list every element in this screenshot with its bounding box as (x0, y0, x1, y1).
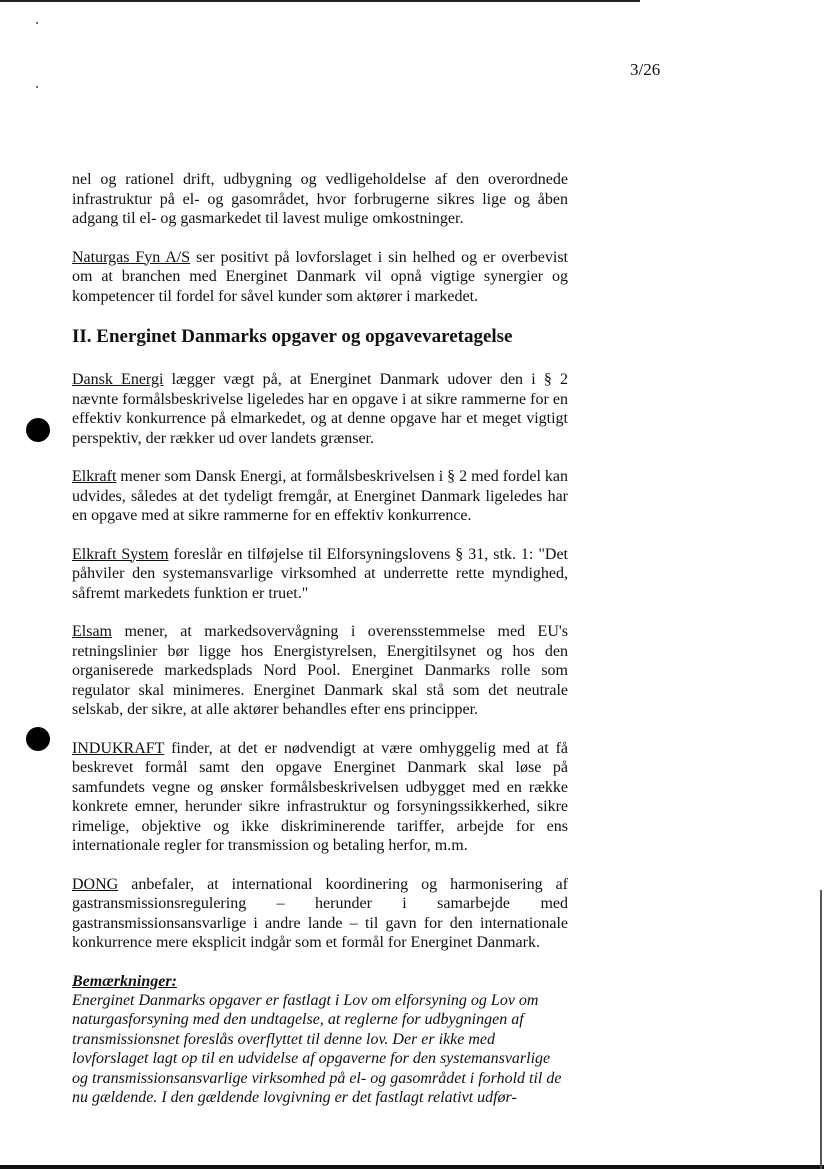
organization-name: Dansk Energi (72, 371, 164, 388)
scan-speck (36, 86, 38, 88)
scan-edge-top (0, 0, 640, 2)
remarks-text: Energinet Danmarks opgaver er fastlagt i Lov om elforsyning og Lov om naturgasforsyning med den undtagelse, at reglerne for udbygningen af transmissionsnet foreslås overflyttet til denne lov. Der er ikke med lovforslaget lagt op til en udvidelse af opgaverne for den systemansvarlige og transmissionsansvarlige virksomhed på el- og gasområdet i forhold til de nu gældende. I den gældende lovgivning er det fastlagt relativt udfør- (72, 991, 562, 1106)
remarks-title: Bemærkninger: (72, 972, 177, 990)
paragraph (72, 248, 568, 307)
paragraph (72, 545, 568, 604)
organization-name: DONG (72, 875, 119, 893)
page-number: 3/26 (630, 60, 661, 79)
punch-hole-icon (26, 418, 50, 442)
paragraph-text: foreslår en tilføjelse til Elforsyningslovens § 31, stk. 1: "Det påhviler den systemansvarlige virksomhed at underrette rette myndighed, såfremt markedets funktion er truet." (72, 545, 568, 602)
document-body (72, 170, 568, 1108)
paragraph-text: lægger vægt på, at Energinet Danmark udover den i § 2 nævnte formålsbeskrivelse ligeledes har en opgave i at sikre rammerne for en effektiv konkurrence på elmarkedet, og at denne opgave har et meget vigtigt perspektiv, der rækker ud over landets grænser. (72, 371, 568, 447)
scan-edge-right (820, 890, 822, 1169)
organization-name: Elkraft System (72, 545, 169, 563)
organization-name: Elkraft (72, 468, 117, 485)
organization-name: INDUKRAFT (72, 739, 165, 757)
paragraph-text: finder, at det er nødvendigt at være omhyggelig med at få beskrevet formål samt den opgave Energinet Danmark skal løse på samfundets vegne og ønsker formålsbeskrivelsen udbygget med en række konkrete emner, herunder sikre infrastruktur og forsyningssikkerhed, sikre rimelige, objektive og ikke diskriminerende tariffer, arbejde for ens internationale regler for transmission og betaling herfor, m.m. (72, 739, 568, 854)
scan-edge-bottom (0, 1165, 824, 1169)
paragraph-text: mener, at markedsovervågning i overensstemmelse med EU's retningslinier bør ligge hos Energistyrelsen, Energitilsynet og hos den organiserede markedsplads Nord Pool. Energinet Danmarks rolle som regulator skal minimeres. Energinet Danmark skal stå som det neutrale selskab, der sikre, at alle aktører behandles efter ens principper. (72, 623, 568, 718)
paragraph-text: ser positivt på lovforslaget i sin helhed og er overbevist om at branchen med Energinet Danmark vil opnå vigtige synergier og kompetencer til fordel for såvel kunder som aktører i markedet. (72, 248, 569, 305)
scan-speck (36, 22, 38, 24)
paragraph-text: nel og rationel drift, udbygning og vedligeholdelse af den overordnede infrastruktur på el- og gasområdet, hvor forbrugerne sikres lige og åben adgang til el- og gasmarkedet til lavest mulige omkostninger. (72, 171, 568, 227)
paragraph (72, 875, 568, 953)
paragraph (72, 170, 568, 229)
paragraph-text: anbefaler, at international koordinering og harmonisering af gastransmissionsregulering – herunder i samarbejde med gastransmissionsansvarlige i andre lande – til gavn for den internationale konkurrence mere eksplicit indgår som et formål for Energinet Danmark. (72, 875, 568, 951)
paragraph (72, 370, 568, 448)
organization-name: Naturgas Fyn A/S (72, 248, 191, 266)
organization-name: Elsam (72, 623, 112, 640)
paragraph (72, 739, 568, 856)
punch-hole-icon (26, 727, 50, 751)
paragraph-text: mener som Dansk Energi, at formålsbeskrivelsen i § 2 med fordel kan udvides, således at det tydeligt fremgår, at Energinet Danmark ligeledes har en opgave med at sikre rammerne for en effektiv konkurrence. (72, 468, 569, 524)
paragraph (72, 467, 568, 526)
section-heading: II. Energinet Danmarks opgaver og opgavevaretagelse (72, 326, 513, 347)
paragraph (72, 622, 568, 720)
